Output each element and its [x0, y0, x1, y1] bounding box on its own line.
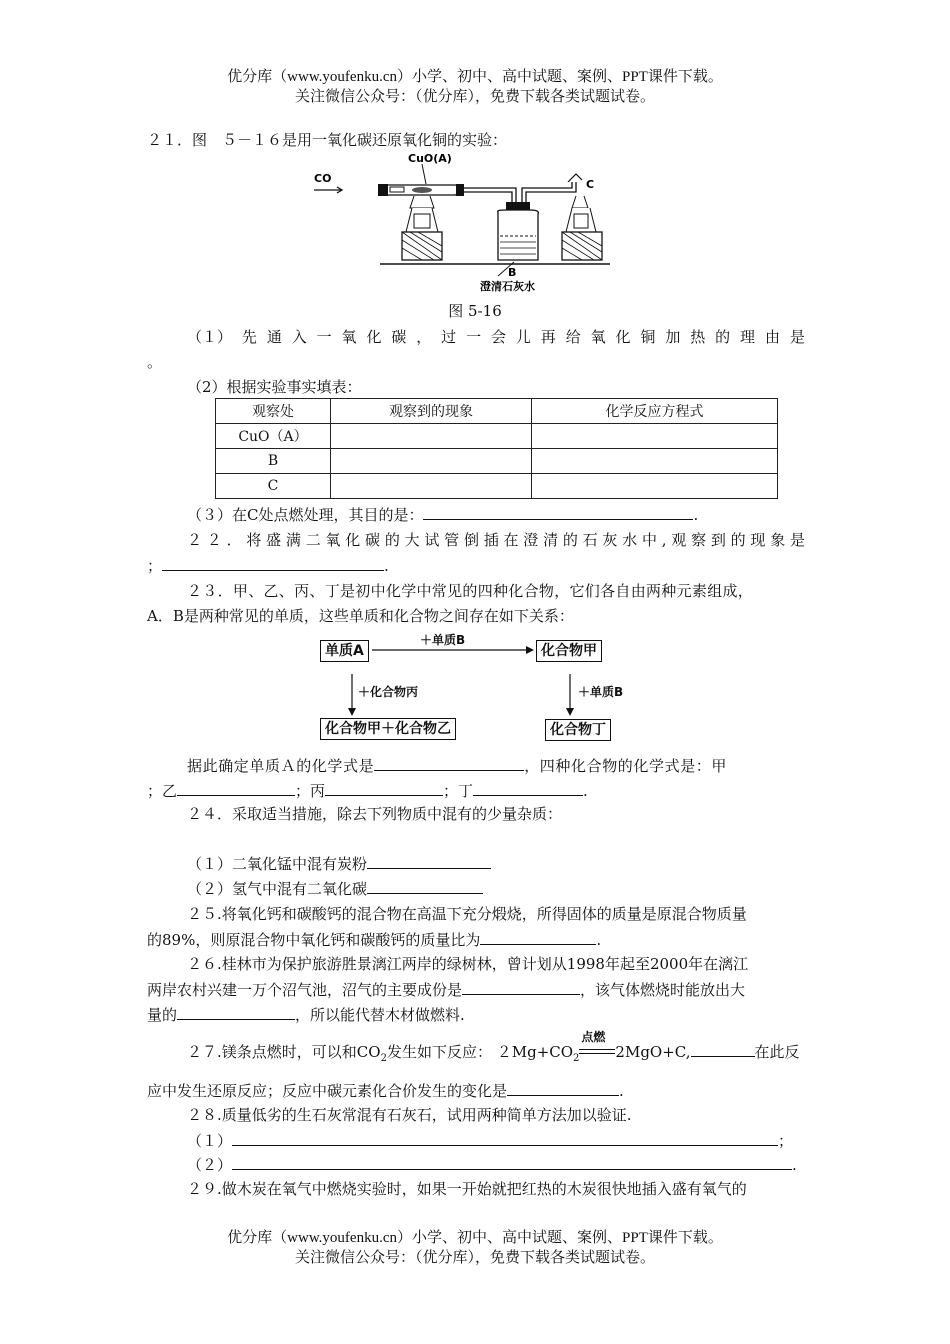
- q28-item-end: ；: [778, 1132, 794, 1150]
- q21-part3-text: （３）在C处点燃处理，其目的是：: [187, 506, 424, 524]
- header-line-1: 优分库（www.youfenku.cn）小学、初中、高中试题、案例、PPT课件下载。: [227, 69, 723, 85]
- text-char: ．: [226, 531, 242, 549]
- q28-item-end: .: [792, 1156, 797, 1174]
- q26-text: ，该气体燃烧时能放出大: [580, 981, 746, 999]
- co-label: CO: [314, 172, 332, 185]
- q23-answer-line1: [187, 755, 727, 776]
- q27-text: 在此反: [754, 1043, 800, 1061]
- text-char: 儿: [515, 328, 531, 346]
- q25-line1: ２５.将氧化钙和碳酸钙的混合物在高温下充分煅烧，所得固体的质量是原混合物质量: [187, 905, 747, 923]
- q23-answer-line2: [147, 780, 588, 801]
- q29-line1: ２９.做木炭在氧气中燃烧实验时，如果一开始就把红热的木炭很快地插入盛有氧气的: [187, 1180, 747, 1198]
- text-char: （１）: [187, 328, 233, 346]
- text-char: 氧: [325, 531, 341, 549]
- q26-text: 量的: [147, 1006, 178, 1024]
- answer-blank[interactable]: [367, 853, 491, 869]
- text-char: 倒: [463, 531, 479, 549]
- q25-line2: [147, 929, 601, 950]
- q26-line1: ２６.桂林市为保护旅游胜景漓江两岸的绿树林，曾计划从1998年起至2000年在漓江: [187, 955, 749, 973]
- text-char: 一: [466, 328, 482, 346]
- box-compound-jia: 化合物甲: [536, 640, 602, 662]
- equation-right: 2MgO+C,: [615, 1043, 691, 1061]
- text-char: 水: [622, 531, 638, 549]
- text-char: 的: [730, 531, 746, 549]
- text-char: 观: [671, 531, 687, 549]
- q23-answer-text: ；乙: [147, 782, 178, 800]
- text-char: 试: [424, 531, 440, 549]
- text-char: 加: [665, 328, 681, 346]
- text-char: 清: [543, 531, 559, 549]
- text-char: ２: [206, 531, 222, 549]
- footer-line-2: 关注微信公众号：（优分库），免费下载各类试题试卷。: [294, 1250, 655, 1266]
- text-char: ,: [661, 531, 667, 549]
- text-char: 化: [615, 328, 631, 346]
- table-cell: B: [216, 449, 331, 474]
- table-cell-answer[interactable]: [532, 474, 778, 499]
- text-char: 是: [789, 531, 805, 549]
- text-char: 给: [565, 328, 581, 346]
- q23-answer-text: .: [583, 782, 588, 800]
- q28-item2: [187, 1154, 797, 1175]
- text-char: 将: [246, 531, 262, 549]
- table-cell-answer[interactable]: [331, 449, 532, 474]
- co2-formula: CO: [356, 1043, 381, 1061]
- answer-blank[interactable]: [367, 878, 483, 894]
- b-label: B: [508, 266, 517, 279]
- text-char: 中: [641, 531, 657, 549]
- text-char: 灰: [602, 531, 618, 549]
- answer-blank[interactable]: [691, 1041, 755, 1057]
- answer-blank[interactable]: [507, 1080, 619, 1096]
- text-char: 铜: [640, 328, 656, 346]
- text-char: 管: [444, 531, 460, 549]
- answer-blank[interactable]: [325, 780, 443, 796]
- text-char: 的: [384, 531, 400, 549]
- table-header-row: [216, 399, 778, 424]
- answer-blank[interactable]: [374, 755, 524, 771]
- text-char: 由: [764, 328, 780, 346]
- text-char: 澄: [523, 531, 539, 549]
- observation-table: [215, 398, 778, 499]
- q24-stem: ２４．采取适当措施，除去下列物质中混有的少量杂质：: [187, 805, 563, 823]
- q26-line3: [147, 1004, 465, 1025]
- table-cell-answer[interactable]: [331, 424, 532, 449]
- q25-text: 的89%，则原混合物中氧化钙和碳酸钙的质量比为: [147, 931, 481, 949]
- q27-line1: [187, 1030, 800, 1069]
- table-cell: C: [216, 474, 331, 499]
- q24-item1: [187, 853, 491, 874]
- answer-blank[interactable]: [232, 1154, 792, 1170]
- experiment-apparatus-figure: [310, 152, 620, 298]
- answer-blank[interactable]: [232, 1130, 778, 1146]
- box-element-a: 单质A: [320, 640, 369, 662]
- table-header-cell: 化学反应方程式: [532, 399, 778, 424]
- limewater-bottle: [498, 210, 539, 260]
- q23-line1: ２３．甲、乙、丙、丁是初中化学中常见的四种化合物，它们各自由两种元素组成，: [187, 582, 754, 600]
- text-char: 满: [285, 531, 301, 549]
- q23-line2: A．B是两种常见的单质，这些单质和化合物之间存在如下关系：: [147, 607, 574, 625]
- q21-part1-line: [187, 327, 805, 347]
- co2-subscript: 2: [380, 1053, 387, 1064]
- box-compound-ding: 化合物丁: [545, 719, 611, 741]
- text-char: 先: [241, 328, 257, 346]
- relation-arrows: [300, 630, 640, 730]
- table-row: [216, 424, 778, 449]
- table-cell-answer[interactable]: [331, 474, 532, 499]
- text-char: 碳: [365, 531, 381, 549]
- text-char: 碳: [391, 328, 407, 346]
- q23-answer-text: ；丙: [295, 782, 326, 800]
- text-char: 现: [750, 531, 766, 549]
- text-char: 到: [710, 531, 726, 549]
- text-char: 氧: [341, 328, 357, 346]
- text-char: 二: [305, 531, 321, 549]
- text-char: ２: [187, 531, 203, 549]
- q28-item1: [187, 1130, 793, 1151]
- table-cell: CuO（A）: [216, 424, 331, 449]
- text-char: 化: [366, 328, 382, 346]
- q28-item-label: （１）: [187, 1132, 233, 1150]
- q27-line2: [147, 1080, 624, 1101]
- answer-blank[interactable]: [162, 555, 384, 571]
- text-char: 过: [441, 328, 457, 346]
- answer-blank[interactable]: [480, 929, 596, 945]
- q21-part3-end: .: [693, 506, 699, 524]
- q24-item-text: （１）二氧化锰中混有炭粉: [187, 855, 368, 873]
- box-compound-jia-yi: 化合物甲＋化合物乙: [320, 718, 456, 740]
- q22-end: .: [384, 557, 389, 575]
- text-char: 大: [404, 531, 420, 549]
- q25-end: .: [596, 931, 602, 949]
- q28-item-label: （２）: [187, 1156, 233, 1174]
- table-header-cell: 观察到的现象: [331, 399, 532, 424]
- q23-answer-text: ，四种化合物的化学式是：甲: [524, 757, 728, 775]
- q27-text: 应中发生还原反应；反应中碳元素化合价发生的变化是: [147, 1082, 508, 1100]
- table-row: [216, 449, 778, 474]
- text-char: 热: [690, 328, 706, 346]
- figure-caption: 图 5-16: [448, 302, 502, 320]
- cuo-a-label: CuO(A): [408, 152, 452, 165]
- q23-answer-text: 据此确定单质Ａ的化学式是: [187, 757, 375, 775]
- text-char: 理: [740, 328, 756, 346]
- text-char: 一: [316, 328, 332, 346]
- q26-text: 两岸农村兴建一万个沼气池，沼气的主要成份是: [147, 981, 463, 999]
- limewater-label: 澄清石灰水: [480, 280, 535, 293]
- q24-item2: [187, 878, 483, 899]
- text-char: 氧: [590, 328, 606, 346]
- q27-text: ２７.镁条点燃时，可以和: [187, 1043, 357, 1061]
- footer-line-1: 优分库（www.youfenku.cn）小学、初中、高中试题、案例、PPT课件下载。: [227, 1230, 723, 1246]
- text-char: ，: [416, 328, 432, 346]
- arrow-label-left: ＋化合物丙: [358, 685, 419, 699]
- table-header-cell: 观察处: [216, 399, 331, 424]
- table-row: [216, 474, 778, 499]
- c-label: C: [586, 178, 595, 191]
- q22-line: [187, 530, 805, 550]
- answer-blank[interactable]: [177, 1004, 295, 1020]
- table-cell-answer[interactable]: [532, 424, 778, 449]
- arrow-label-top: ＋单质B: [420, 633, 466, 647]
- text-char: 是: [789, 328, 805, 346]
- equation-subscript: 2: [573, 1053, 580, 1064]
- text-char: 插: [483, 531, 499, 549]
- q27-end: .: [619, 1082, 624, 1100]
- answer-blank[interactable]: [177, 780, 295, 796]
- text-char: 察: [691, 531, 707, 549]
- text-char: 的: [715, 328, 731, 346]
- text-char: 象: [770, 531, 786, 549]
- q26-text: ，所以能代替木材做燃料.: [295, 1006, 465, 1024]
- answer-blank[interactable]: [473, 780, 583, 796]
- text-char: 再: [540, 328, 556, 346]
- text-char: 化: [345, 531, 361, 549]
- text-char: 通: [266, 328, 282, 346]
- q24-item-text: （２）氢气中混有二氧化碳: [187, 880, 368, 898]
- header-line-2: 关注微信公众号：（优分库），免费下载各类试题试卷。: [294, 89, 655, 105]
- q22-start: ；: [147, 557, 163, 575]
- q21-part1-end: 。: [147, 353, 163, 371]
- condition-label: 点燃: [581, 1030, 606, 1044]
- q22-line2: [147, 555, 389, 576]
- text-char: 会: [490, 328, 506, 346]
- equation-left: ２Mg+CO: [496, 1043, 574, 1061]
- arrow-label-right: ＋单质B: [578, 685, 624, 699]
- q21-part2-label: （2）根据实验事实填表：: [187, 378, 362, 396]
- q23-answer-text: ；丁: [443, 782, 474, 800]
- q21-part3: [187, 504, 698, 525]
- equation-condition: [579, 1030, 615, 1059]
- text-char: 入: [291, 328, 307, 346]
- text-char: 盛: [266, 531, 282, 549]
- answer-blank[interactable]: [462, 979, 580, 995]
- text-char: 的: [562, 531, 578, 549]
- q28-stem: ２８.质量低劣的生石灰常混有石灰石，试用两种简单方法加以验证.: [187, 1106, 632, 1124]
- answer-blank[interactable]: [423, 504, 693, 520]
- text-char: 在: [503, 531, 519, 549]
- table-cell-answer[interactable]: [532, 449, 778, 474]
- q21-stem: ２１．图 ５－１６是用一氧化碳还原氧化铜的实验：: [147, 131, 508, 149]
- q27-text: 发生如下反应：: [386, 1043, 492, 1061]
- text-char: 石: [582, 531, 598, 549]
- q26-line2: [147, 979, 745, 1000]
